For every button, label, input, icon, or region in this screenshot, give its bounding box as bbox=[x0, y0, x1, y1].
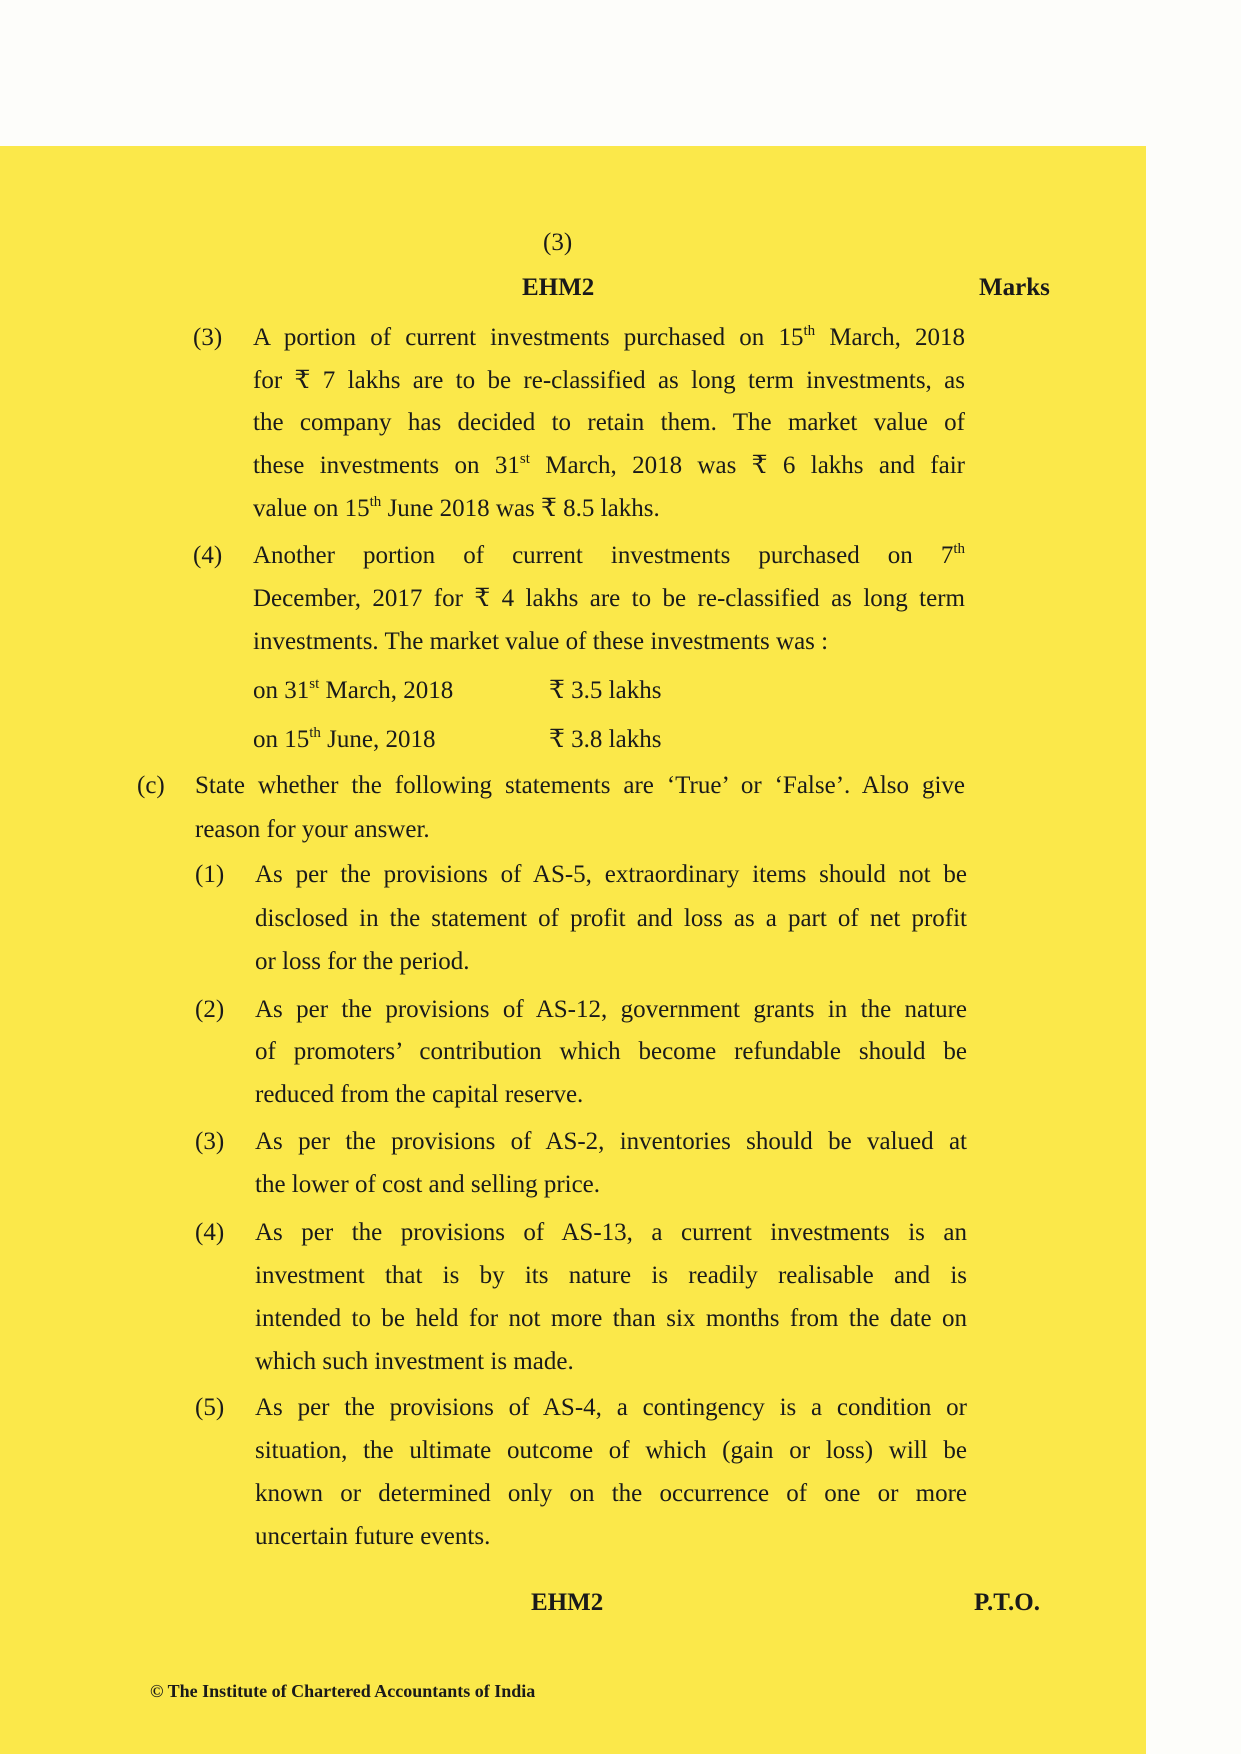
text-line: reason for your answer. bbox=[195, 816, 430, 843]
text-line: December, 2017 for ₹ 4 lakhs are to be re-classified as long term bbox=[253, 585, 965, 612]
text-line: these investments on 31st March, 2018 was ₹ 6 lakhs and fair bbox=[253, 451, 966, 479]
statement-line: the lower of cost and selling price. bbox=[255, 1171, 601, 1198]
paper-code: EHM2 bbox=[522, 274, 595, 301]
text-line: value on 15th June 2018 was ₹ 8.5 lakhs. bbox=[253, 494, 660, 522]
item-number: (3) bbox=[193, 324, 223, 351]
marks-heading: Marks bbox=[979, 274, 1050, 301]
text-line: Another portion of current investments purchased on 7th bbox=[253, 541, 965, 569]
statement-line: As per the provisions of AS-2, inventories should be valued at bbox=[255, 1128, 967, 1155]
statement-line: As per the provisions of AS-5, extraordinary items should not be bbox=[255, 861, 967, 888]
statement-line: disclosed in the statement of profit and loss as a part of net profit bbox=[255, 905, 967, 932]
statement-line: of promoters’ contribution which become refundable should be bbox=[255, 1038, 967, 1065]
statement-line: uncertain future events. bbox=[255, 1523, 491, 1550]
investment-value-amount: ₹ 3.8 lakhs bbox=[549, 726, 662, 753]
investment-value-date: on 31st March, 2018 bbox=[253, 676, 454, 704]
investment-value-amount: ₹ 3.5 lakhs bbox=[549, 677, 662, 704]
section-label: (c) bbox=[137, 772, 165, 799]
statement-number: (3) bbox=[195, 1128, 225, 1155]
investment-value-date: on 15th June, 2018 bbox=[253, 725, 436, 753]
footer-code: EHM2 bbox=[531, 1589, 604, 1616]
text-line: A portion of current investments purchased on 15th March, 2018 bbox=[253, 323, 965, 351]
statement-number: (1) bbox=[195, 861, 225, 888]
statement-line: As per the provisions of AS-12, government grants in the nature bbox=[255, 996, 967, 1023]
statement-line: reduced from the capital reserve. bbox=[255, 1081, 584, 1108]
statement-line: known or determined only on the occurrence of one or more bbox=[255, 1480, 967, 1507]
statement-line: intended to be held for not more than six months from the date on bbox=[255, 1305, 967, 1332]
statement-line: As per the provisions of AS-13, a current investments is an bbox=[255, 1219, 967, 1246]
statement-line: which such investment is made. bbox=[255, 1348, 574, 1375]
text-line: for ₹ 7 lakhs are to be re-classified as long term investments, as bbox=[253, 367, 965, 394]
text-line: State whether the following statements are ‘True’ or ‘False’. Also give bbox=[195, 772, 965, 799]
statement-line: investment that is by its nature is readily realisable and is bbox=[255, 1262, 967, 1289]
statement-line: As per the provisions of AS-4, a contingency is a condition or bbox=[255, 1394, 967, 1421]
statement-line: or loss for the period. bbox=[255, 948, 470, 975]
text-line: the company has decided to retain them. The market value of bbox=[253, 409, 965, 436]
page-number: (3) bbox=[543, 229, 573, 256]
text-line: investments. The market value of these investments was : bbox=[253, 628, 829, 655]
pto-label: P.T.O. bbox=[974, 1589, 1040, 1616]
statement-number: (2) bbox=[195, 996, 225, 1023]
copyright-notice: © The Institute of Chartered Accountants of India bbox=[150, 1681, 536, 1701]
statement-number: (4) bbox=[195, 1219, 225, 1246]
statement-line: situation, the ultimate outcome of which (gain or loss) will be bbox=[255, 1437, 967, 1464]
item-number: (4) bbox=[193, 542, 223, 569]
statement-number: (5) bbox=[195, 1394, 225, 1421]
